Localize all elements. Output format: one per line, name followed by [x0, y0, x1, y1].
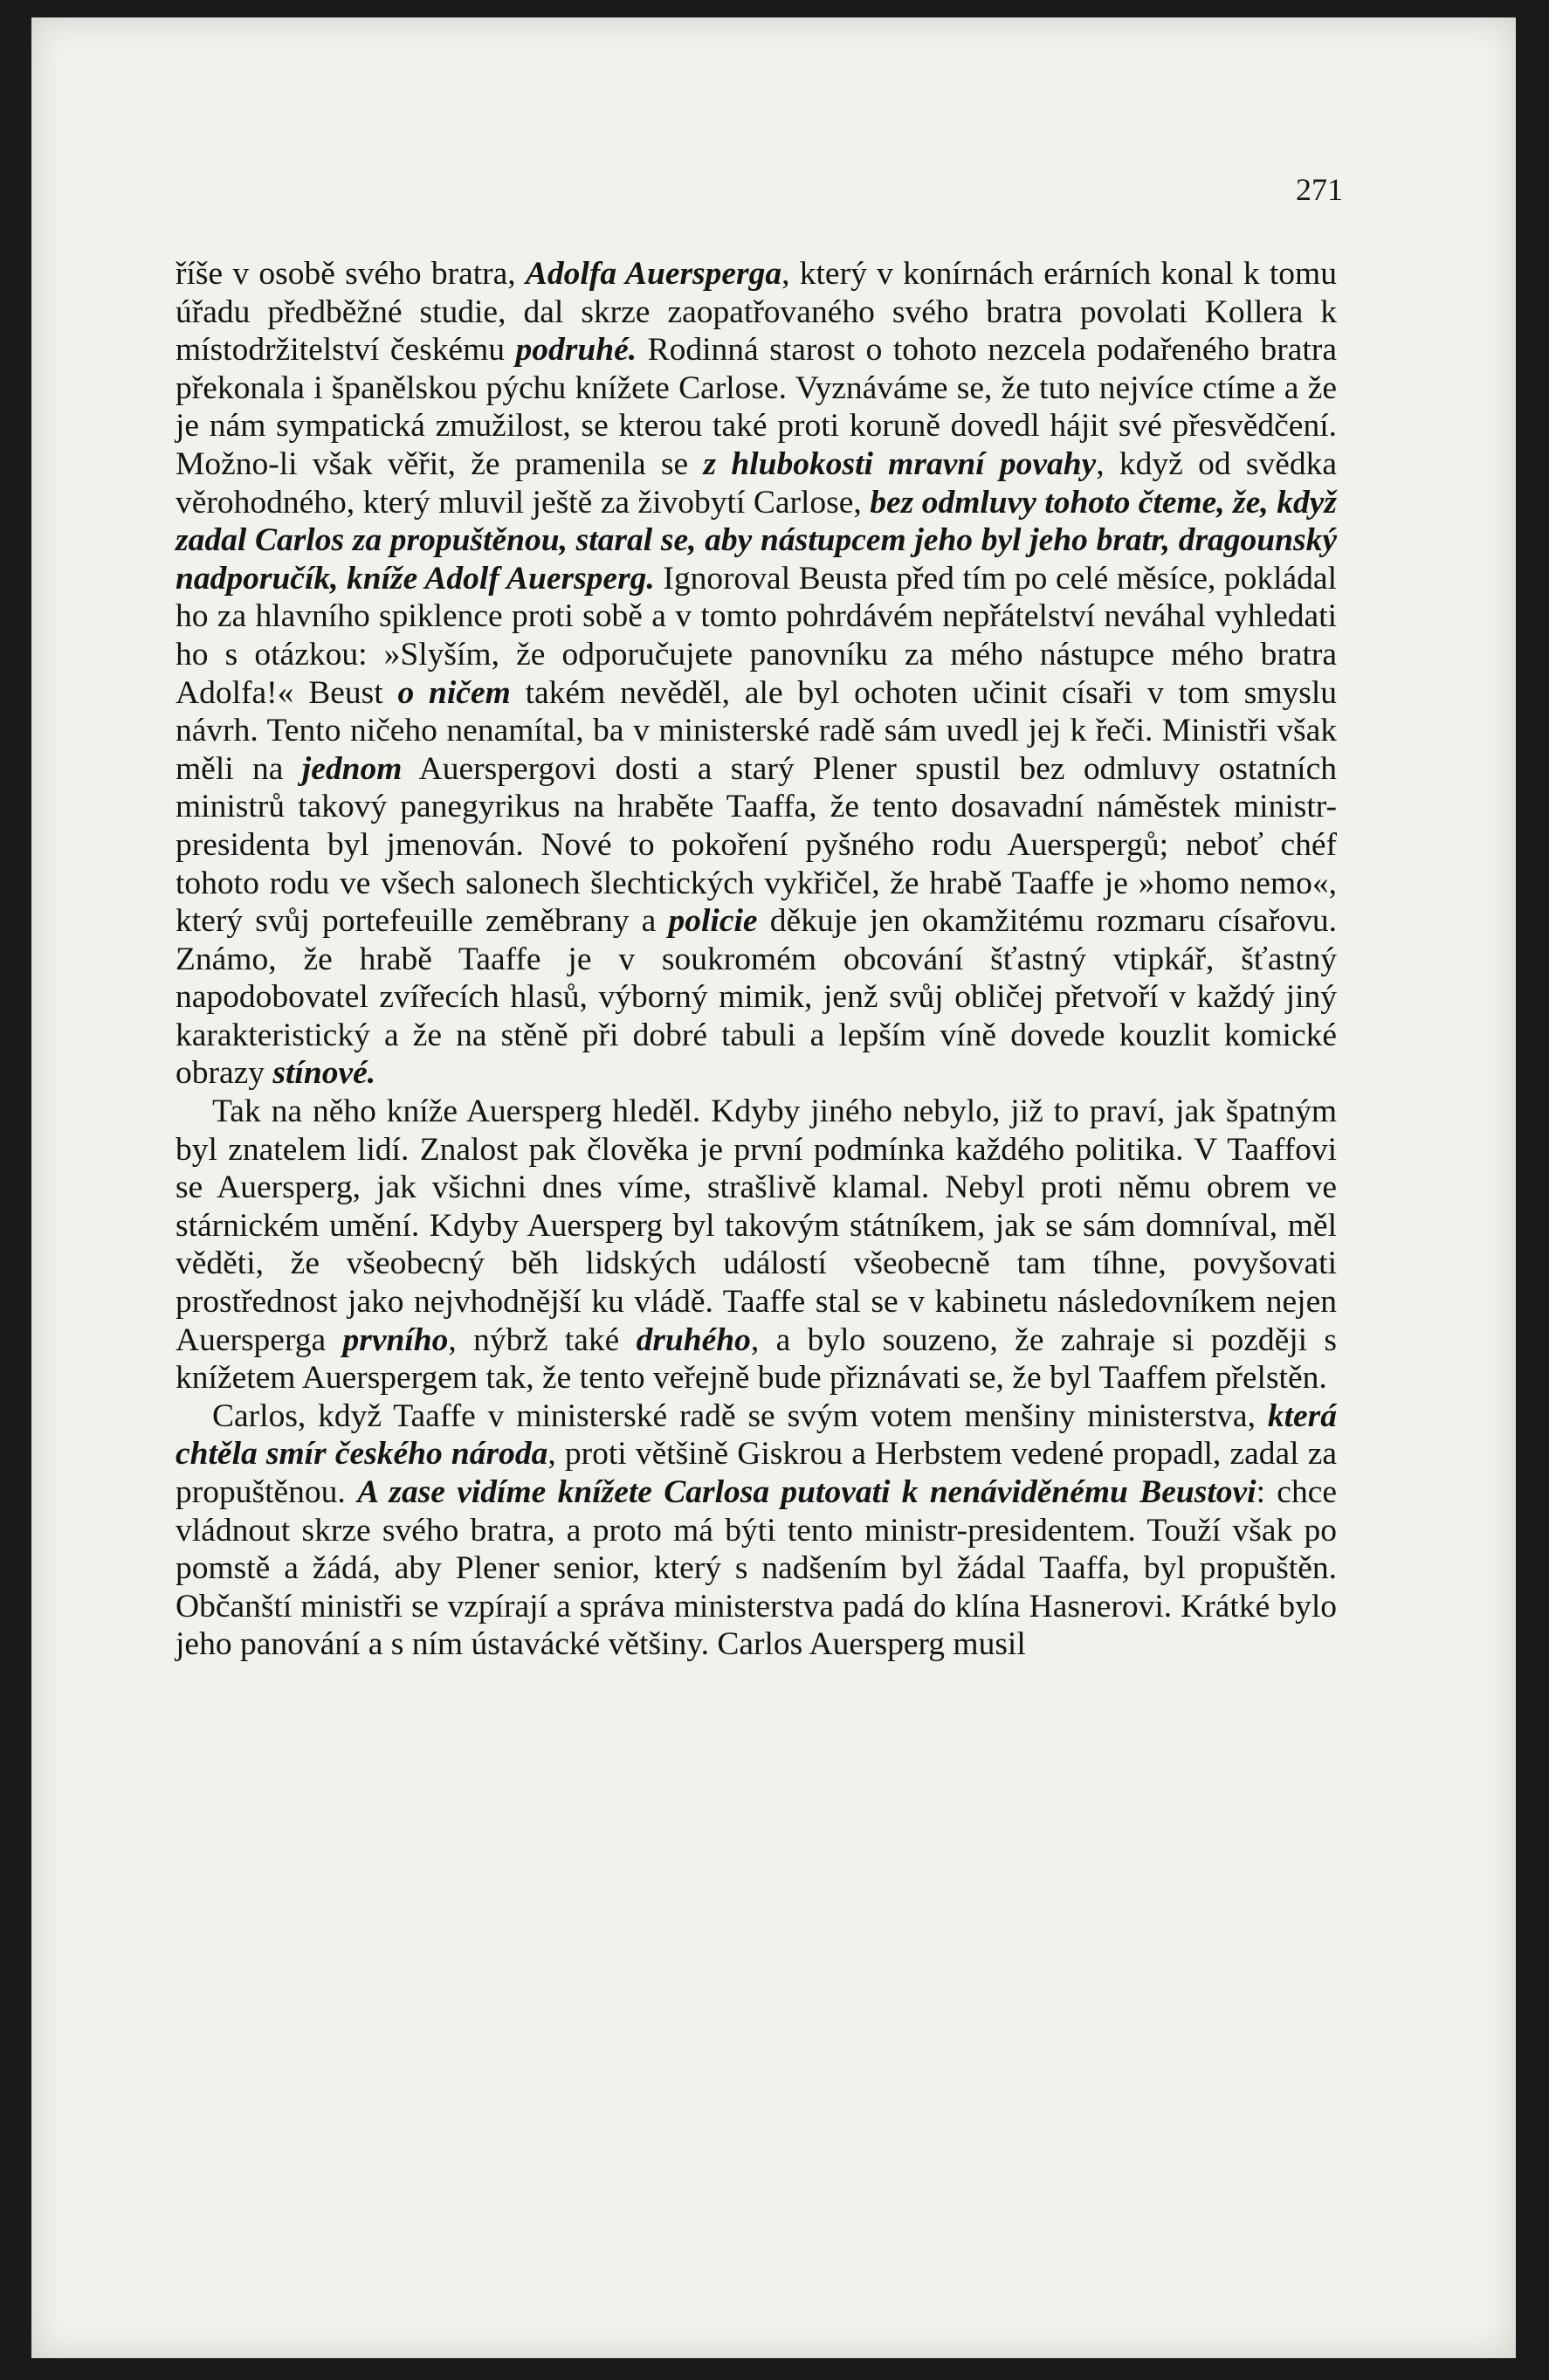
emphasized-text: prvního [342, 1321, 449, 1358]
text-run: Tak na něho kníže Auersperg hleděl. Kdyby jiného nebylo, již to praví, jak špatným byl znatelem lidí. Znalost pak člověka je první podmínka každého politika. V Taaffovi se Auersperg, jak všichni dnes víme, strašlivě klamal. Nebyl proti němu obrem ve stárnickém umění. Kdyby Auersperg byl takovým státníkem, jak se sám domníval, měl věděti, že všeobecný běh lidských událostí všeobecně tam tíhne, povyšovati prostřednost jako nejvhodnější ku vládě. Taaffe stal se v kabinetu následovníkem nejen Auersperga [176, 1093, 1337, 1358]
emphasized-text: stínové. [272, 1055, 376, 1092]
emphasized-text: která chtěla smír českého národa [176, 1397, 1337, 1473]
text-run: Carlos, když Taaffe v ministerské radě se svým votem menšiny ministerstva, [212, 1397, 1268, 1434]
paragraph [176, 1093, 1337, 1397]
book-page [31, 17, 1516, 2358]
emphasized-text: o ničem [397, 674, 511, 711]
emphasized-text: Adolfa Auersperga [525, 256, 782, 292]
emphasized-text: bez odmluvy tohoto čteme, že, když zadal Carlos za propuštěnou, staral se, aby nástupcem jeho byl jeho bratr, dragounský nadporučík, kníže Adolf Auersperg. [176, 484, 1337, 597]
text-run: , nýbrž také [448, 1321, 637, 1358]
emphasized-text: jednom [301, 750, 403, 787]
text-run: , když od svědka věrohodného, který mluvil ještě za živobytí Carlose, [176, 445, 1337, 521]
text-run: , proti většině Giskrou a Herbstem vedené propadl, zadal za propuštěnou. [176, 1436, 1338, 1510]
emphasized-text: A zase vidíme knížete Carlosa putovati k nenáviděnému Beustovi [357, 1474, 1256, 1510]
page-number: 271 [1296, 172, 1343, 207]
emphasized-text: druhého [636, 1321, 751, 1358]
text-run: Rodinná starost o tohoto nezcela podařeného bratra překonala i španělskou pýchu knížete Carlose. Vyznáváme se, že tuto nejvíce ctíme a že je nám sympatická zmužilost, se kterou také proti koruně dovedl hájit své přesvědčení. Možno-li však věřit, že pramenila se [176, 332, 1337, 482]
text-run: děkuje jen okamžitému rozmaru císařovu. Známo, že hrabě Taaffe je v soukromém obcování šťastný vtipkář, šťastný napodobovatel zvířecích hlasů, výborný mimik, jenž svůj obličej přetvoří v každý jiný karakteristický a že na stěně při dobré tabuli a lepším víně dovede kouzlit komické obrazy [176, 903, 1337, 1092]
text-run: , a bylo souzeno, že zahraje si později s knížetem Auerspergem tak, že tento veřejně bude přiznávati se, že byl Taaffem přelstěn. [176, 1321, 1338, 1397]
emphasized-text: policie [668, 903, 758, 940]
text-run: , který v konírnách erárních konal k tomu úřadu předběžné studie, dal skrze zaopatřovaného svého bratra povolati Kollera k místodržitelství českému [176, 256, 1337, 369]
text-run: Auerspergovi dosti a starý Plener spustil bez odmluvy ostatních ministrů takový panegyrikus na hraběte Taaffa, že tento dosavadní náměstek ministr-presidenta byl jmenován. Nové to pokoření pyšného rodu Auerspergů; neboť chéf tohoto rodu ve všech salonech šlechtických vykřičel, že hrabě Taaffe je »homo nemo«, který svůj portefeuille zeměbrany a [176, 750, 1337, 940]
emphasized-text: podruhé. [515, 332, 637, 369]
paragraph [176, 1397, 1337, 1664]
body-text [176, 255, 1337, 1664]
paragraph [176, 255, 1337, 1093]
text-run: Ignoroval Beusta před tím po celé měsíce, pokládal ho za hlavního spiklence proti sobě a v tomto pohrdávém nepřátelství neváhal vyhledati ho s otázkou: »Slyším, že odporučujete panovníku za mého nástupce mého bratra Adolfa!« Beust [176, 560, 1337, 711]
text-run: takém nevěděl, ale byl ochoten učinit císaři v tom smyslu návrh. Tento ničeho nenamítal, ba v ministerské radě sám uvedl jej k řeči. Ministři však měli na [176, 674, 1338, 787]
text-run: : chce vládnout skrze svého bratra, a proto má býti tento ministr-presidentem. Touží však po pomstě a žádá, aby Plener senior, který s nadšením byl žádal Taaffa, byl propuštěn. Občanští ministři se vzpírají a správa ministerstva padá do klína Hasnerovi. Krátké bylo jeho panování a s ním ústavácké většiny. Carlos Auersperg musil [176, 1474, 1337, 1663]
emphasized-text: z hlubokosti mravní povahy [703, 445, 1097, 482]
text-run: říše v osobě svého bratra, [176, 256, 526, 292]
